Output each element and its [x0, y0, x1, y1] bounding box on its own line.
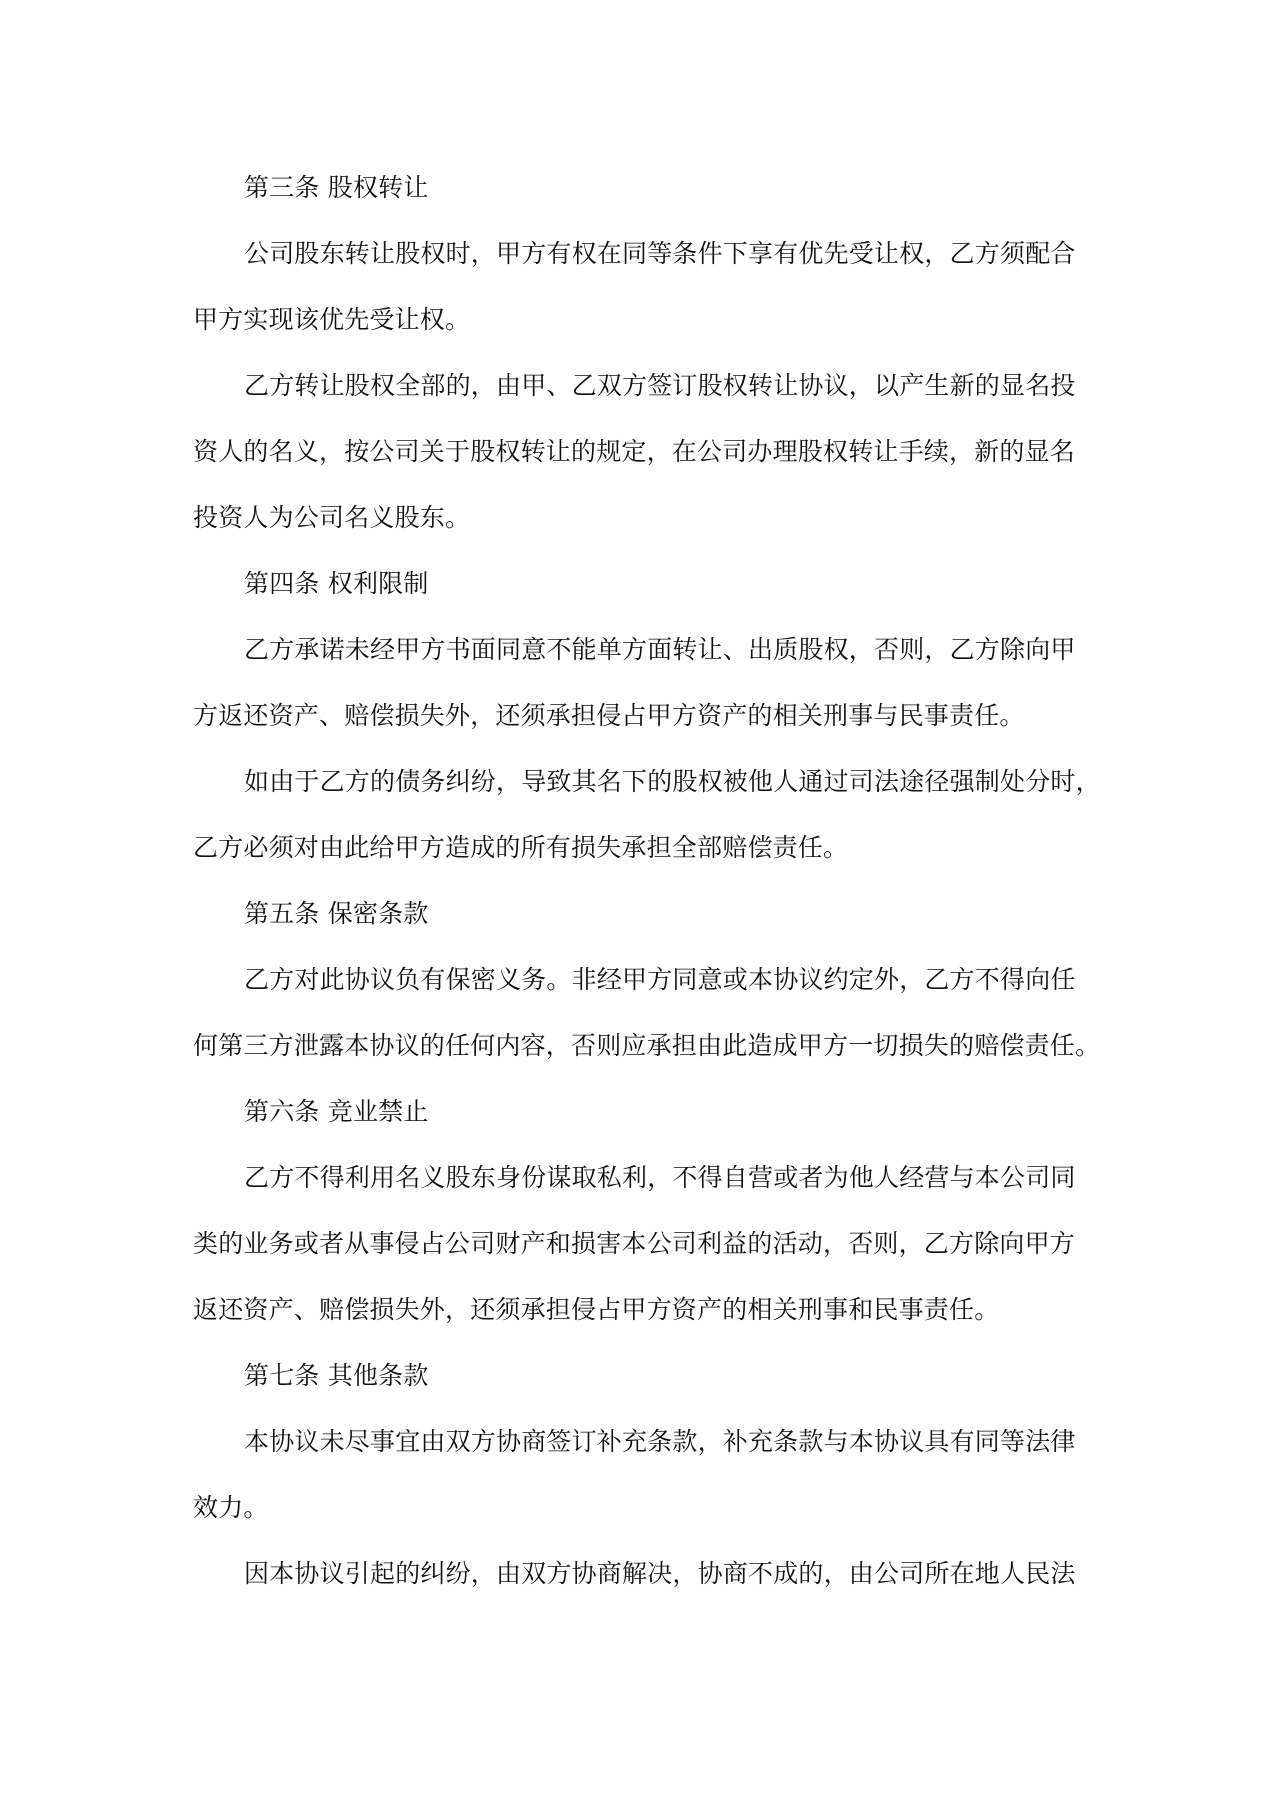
section-heading-article-4: 第四条 权利限制: [244, 569, 429, 598]
paragraph-line: 乙方对此协议负有保密义务。非经甲方同意或本协议约定外，乙方不得向任: [244, 965, 1076, 994]
section-heading-article-7: 第七条 其他条款: [244, 1361, 429, 1390]
paragraph-line: 资人的名义，按公司关于股权转让的规定，在公司办理股权转让手续，新的显名: [193, 437, 1076, 466]
paragraph-line: 因本协议引起的纠纷，由双方协商解决，协商不成的，由公司所在地人民法: [244, 1559, 1076, 1588]
paragraph-line: 乙方不得利用名义股东身份谋取私利，不得自营或者为他人经营与本公司同: [244, 1163, 1076, 1192]
paragraph-line: 乙方必须对由此给甲方造成的所有损失承担全部赔偿责任。: [193, 833, 849, 862]
paragraph-line: 本协议未尽事宜由双方协商签订补充条款，补充条款与本协议具有同等法律: [244, 1427, 1076, 1456]
paragraph-line: 效力。: [193, 1493, 269, 1522]
paragraph-line: 如由于乙方的债务纠纷，导致其名下的股权被他人通过司法途径强制处分时，: [244, 767, 1101, 796]
paragraph-line: 乙方转让股权全部的，由甲、乙双方签订股权转让协议，以产生新的显名投: [244, 371, 1076, 400]
paragraph-line: 公司股东转让股权时，甲方有权在同等条件下享有优先受让权，乙方须配合: [244, 239, 1076, 268]
section-heading-article-6: 第六条 竞业禁止: [244, 1097, 429, 1126]
section-heading-article-5: 第五条 保密条款: [244, 899, 429, 928]
paragraph-line: 乙方承诺未经甲方书面同意不能单方面转让、出质股权，否则，乙方除向甲: [244, 635, 1076, 664]
paragraph-line: 返还资产、赔偿损失外，还须承担侵占甲方资产的相关刑事和民事责任。: [193, 1295, 1000, 1324]
paragraph-line: 甲方实现该优先受让权。: [193, 305, 471, 334]
paragraph-line: 方返还资产、赔偿损失外，还须承担侵占甲方资产的相关刑事与民事责任。: [193, 701, 1025, 730]
paragraph-line: 何第三方泄露本协议的任何内容，否则应承担由此造成甲方一切损失的赔偿责任。: [193, 1031, 1101, 1060]
section-heading-article-3: 第三条 股权转让: [244, 173, 429, 202]
paragraph-line: 类的业务或者从事侵占公司财产和损害本公司利益的活动，否则，乙方除向甲方: [193, 1229, 1076, 1258]
paragraph-line: 投资人为公司名义股东。: [193, 503, 471, 532]
document-page: [193, 168, 1101, 1620]
